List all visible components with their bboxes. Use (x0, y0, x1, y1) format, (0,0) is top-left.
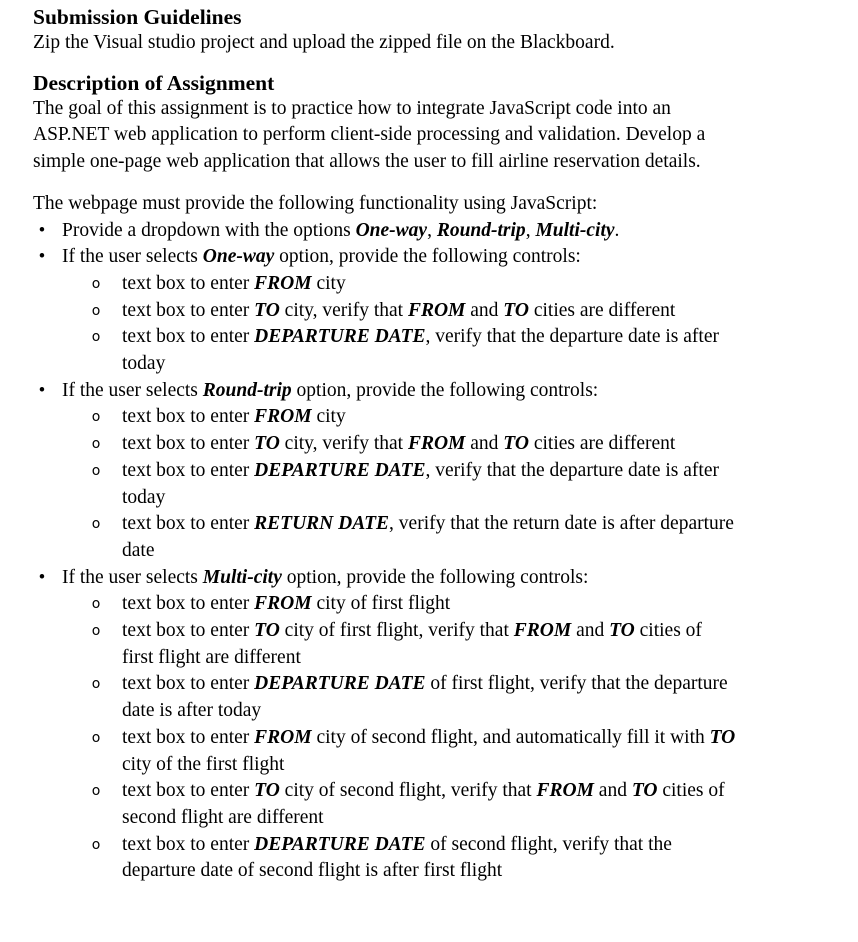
emphasis-text: TO (254, 299, 280, 321)
text-run: text box to enter (122, 459, 255, 481)
text-run: of second flight, verify that the (425, 833, 672, 855)
text-run: , (525, 219, 536, 241)
text-run: text box to enter (122, 620, 255, 642)
emphasis-text: TO (254, 433, 280, 455)
sub-list-item-line (122, 725, 833, 752)
emphasis-text: Multi-city (202, 566, 282, 588)
list-item (33, 218, 833, 245)
sub-list-item-line (122, 645, 833, 672)
paragraph-spacer (33, 176, 833, 191)
circle-bullet-icon: o (91, 676, 101, 693)
circle-bullet-icon: o (91, 436, 101, 453)
emphasis-text: Round-trip (202, 379, 292, 401)
emphasis-text: FROM (254, 406, 312, 428)
text-run: city of second flight, verify that (279, 780, 537, 802)
circle-bullet-icon: o (91, 462, 101, 479)
submission-text: Zip the Visual studio project and upload the zipped file on the Blackboard. (33, 32, 615, 53)
description-heading: Description of Assignment (33, 70, 275, 95)
list-item-text (62, 218, 833, 245)
sub-list-item (62, 778, 833, 831)
text-run: text box to enter (122, 406, 255, 428)
emphasis-text: Round-trip (436, 219, 526, 241)
text-run: city (311, 272, 346, 294)
text-run: text box to enter (122, 780, 255, 802)
text-run: , verify that the departure date is after (425, 459, 719, 481)
circle-bullet-icon: o (91, 836, 101, 853)
circle-bullet-icon: o (91, 329, 101, 346)
emphasis-text: TO (503, 433, 529, 455)
emphasis-text: TO (631, 780, 658, 802)
emphasis-text: Multi-city (535, 219, 615, 241)
sub-list-item (62, 271, 833, 298)
sub-list-item-line (122, 271, 833, 298)
text-run: date (122, 539, 155, 561)
circle-bullet-icon: o (91, 729, 101, 746)
sub-list-item-line (122, 752, 833, 779)
text-run: today (122, 353, 166, 375)
text-run: second flight are different (122, 806, 324, 828)
sub-list-item (62, 458, 833, 511)
sub-list-item-line (122, 324, 833, 351)
emphasis-text: TO (503, 299, 529, 321)
sub-list-item (62, 725, 833, 778)
text-run: Provide a dropdown with the options (62, 219, 356, 241)
list-item (33, 565, 833, 885)
text-run: text box to enter (122, 272, 255, 294)
text-run: text box to enter (122, 673, 255, 695)
description-line: simple one-page web application that allows the user to fill airline reservation details. (33, 151, 701, 173)
text-run: option, provide the following controls: (281, 566, 589, 588)
emphasis-text: DEPARTURE DATE (254, 326, 426, 348)
text-run: city (311, 406, 346, 428)
text-run: and (571, 620, 610, 642)
sub-list-item-line (122, 671, 833, 698)
text-run: and (465, 433, 504, 455)
sub-list-item-line (122, 298, 833, 325)
text-run: If the user selects (62, 246, 203, 268)
sub-list-item-line (122, 858, 833, 885)
emphasis-text: FROM (513, 620, 572, 642)
sub-list-item-line (122, 511, 833, 538)
bullet-icon: • (38, 566, 46, 588)
emphasis-text: FROM (536, 780, 594, 802)
emphasis-text: FROM (407, 299, 466, 321)
circle-bullet-icon: o (91, 516, 101, 533)
section-spacer (33, 57, 833, 70)
sub-list-item (62, 671, 833, 724)
sub-list (62, 404, 833, 564)
text-run: and (465, 299, 504, 321)
submission-heading: Submission Guidelines (33, 5, 242, 29)
sub-list-item (62, 591, 833, 618)
emphasis-text: FROM (254, 593, 312, 615)
text-run: cities of (634, 620, 702, 642)
emphasis-text: DEPARTURE DATE (254, 459, 426, 481)
bullet-icon: • (38, 219, 46, 241)
description-paragraph (33, 96, 833, 176)
emphasis-text: RETURN DATE (254, 513, 390, 535)
sub-list-item (62, 832, 833, 885)
circle-bullet-icon: o (91, 409, 101, 426)
emphasis-text: One-way (355, 219, 428, 241)
text-run: text box to enter (122, 726, 255, 748)
sub-list (62, 271, 833, 378)
circle-bullet-icon: o (91, 596, 101, 613)
text-run: text box to enter (122, 513, 255, 535)
emphasis-text: FROM (407, 433, 466, 455)
text-run: of first flight, verify that the departure (425, 673, 728, 695)
text-run: city, verify that (279, 299, 408, 321)
sub-list-item (62, 511, 833, 564)
text-run: text box to enter (122, 299, 255, 321)
text-run: cities are different (528, 433, 676, 455)
sub-list-item-line (122, 591, 833, 618)
description-line: ASP.NET web application to perform client-side processing and validation. Develop a (33, 124, 706, 146)
emphasis-text: DEPARTURE DATE (254, 673, 426, 695)
sub-list-item-line (122, 618, 833, 645)
sub-list-item (62, 324, 833, 377)
sub-list-item-line (122, 832, 833, 859)
text-run: date is after today (122, 700, 262, 722)
sub-list-item (62, 431, 833, 458)
sub-list-item-line (122, 431, 833, 458)
text-run: city of the first flight (122, 753, 285, 775)
sub-list-item-line (122, 485, 833, 512)
sub-list-item (62, 298, 833, 325)
circle-bullet-icon: o (91, 275, 101, 292)
text-run: text box to enter (122, 833, 255, 855)
emphasis-text: FROM (254, 272, 312, 294)
text-run: If the user selects (62, 379, 203, 401)
circle-bullet-icon: o (91, 783, 101, 800)
text-run: and (593, 780, 632, 802)
text-run: text box to enter (122, 326, 255, 348)
text-run: cities are different (528, 299, 676, 321)
list-item-text (62, 565, 833, 592)
emphasis-text: TO (254, 620, 280, 642)
sub-list (62, 591, 833, 885)
emphasis-text: DEPARTURE DATE (254, 833, 426, 855)
emphasis-text: One-way (202, 246, 275, 268)
functionality-list (33, 218, 833, 886)
text-run: , verify that the departure date is after (425, 326, 719, 348)
text-run: departure date of second flight is after first flight (122, 860, 503, 882)
text-run: cities of (657, 780, 725, 802)
text-run: option, provide the following controls: (291, 379, 599, 401)
sub-list-item-line (122, 538, 833, 565)
text-run: today (122, 486, 166, 508)
text-run: city of first flight (311, 593, 451, 615)
sub-list-item (62, 404, 833, 431)
bullet-icon: • (38, 246, 46, 268)
text-run: city of first flight, verify that (279, 620, 514, 642)
emphasis-text: TO (709, 726, 736, 748)
text-run: text box to enter (122, 433, 255, 455)
emphasis-text: TO (609, 620, 635, 642)
bullet-icon: • (38, 379, 46, 401)
sub-list-item-line (122, 805, 833, 832)
functionality-intro: The webpage must provide the following functionality using JavaScript: (33, 192, 598, 214)
text-run: text box to enter (122, 593, 255, 615)
sub-list-item-line (122, 351, 833, 378)
list-item-text (62, 378, 833, 405)
text-run: . (614, 219, 620, 241)
emphasis-text: TO (254, 780, 280, 802)
text-run: , verify that the return date is after departure (389, 513, 734, 535)
sub-list-item-line (122, 778, 833, 805)
text-run: If the user selects (62, 566, 203, 588)
sub-list-item-line (122, 404, 833, 431)
text-run: city, verify that (279, 433, 408, 455)
list-item (33, 244, 833, 378)
emphasis-text: FROM (254, 726, 312, 748)
text-run: city of second flight, and automatically fill it with (311, 726, 710, 748)
list-item (33, 378, 833, 565)
description-line: The goal of this assignment is to practice how to integrate JavaScript code into an (33, 97, 671, 119)
list-item-text (62, 244, 833, 271)
sub-list-item (62, 618, 833, 671)
text-run: first flight are different (122, 646, 301, 668)
circle-bullet-icon: o (91, 302, 101, 319)
sub-list-item-line (122, 458, 833, 485)
circle-bullet-icon: o (91, 623, 101, 640)
sub-list-item-line (122, 698, 833, 725)
text-run: , (427, 219, 437, 241)
text-run: option, provide the following controls: (274, 246, 581, 268)
